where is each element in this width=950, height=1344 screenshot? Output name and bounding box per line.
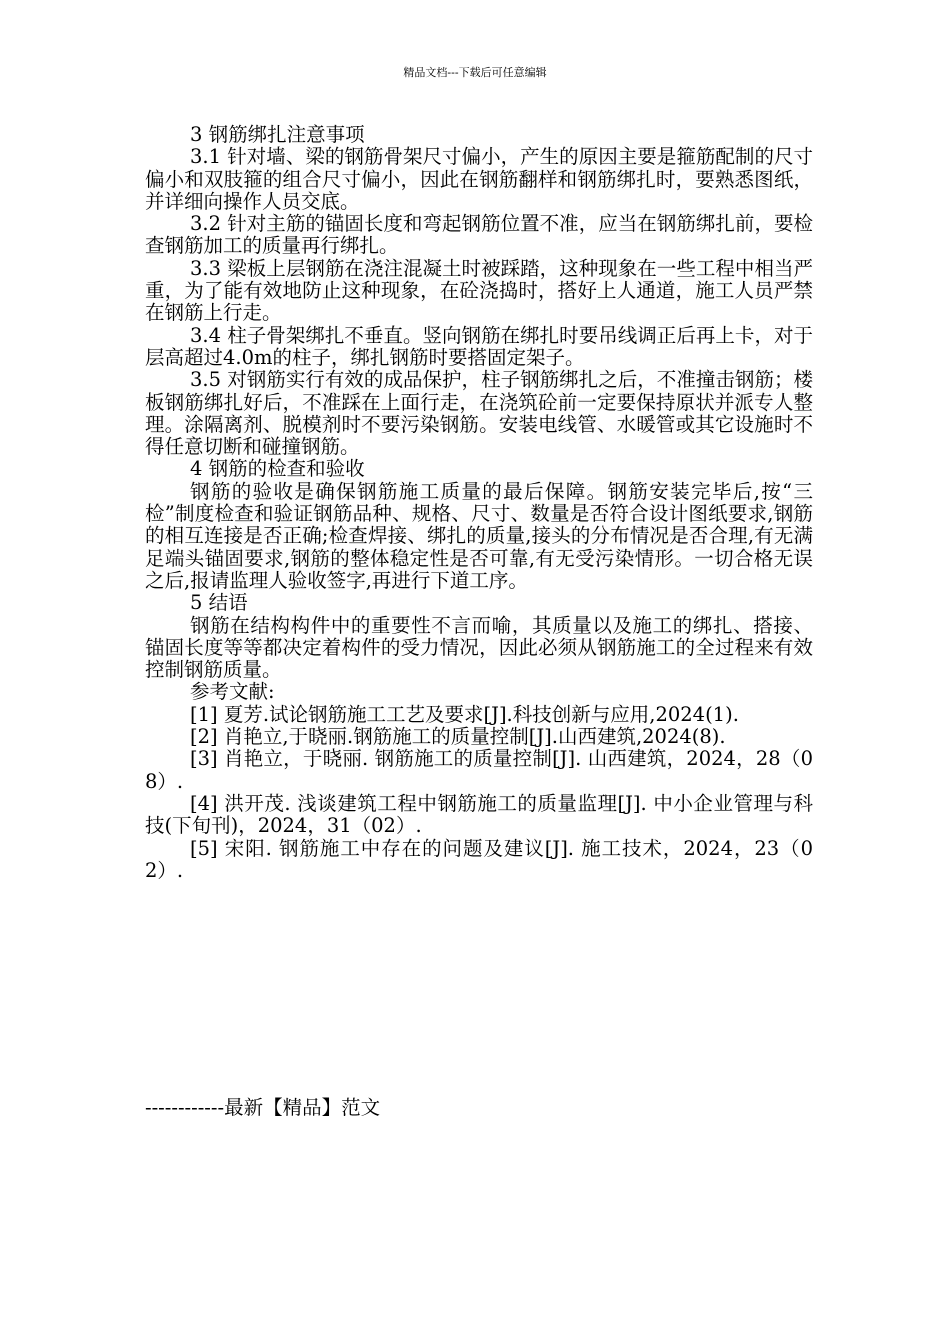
paragraph-3-4: 3.4 柱子骨架绑扎不垂直。竖向钢筋在绑扎时要吊线调正后再上卡，对于层高超过4.0m的柱子，绑扎钢筋时要搭固定架子。: [145, 323, 813, 369]
paragraph-3-5: 3.5 对钢筋实行有效的成品保护，柱子钢筋绑扎之后，不准撞击钢筋；楼板钢筋绑扎好后，不准踩在上面行走，在浇筑砼前一定要保持原状并派专人整理。涂隔离剂、脱模剂时不要污染钢筋。安装电线管、水暖管或其它设施时不得任意切断和碰撞钢筋。: [145, 368, 813, 459]
paragraph-4: 钢筋的验收是确保钢筋施工质量的最后保障。钢筋安装完毕后,按“三检”制度检查和验证钢筋品种、规格、尺寸、数量是否符合设计图纸要求,钢筋的相互连接是否正确;检查焊接、绑扎的质量,接头的分布情况是否合理,有无满足端头锚固要求,钢筋的整体稳定性是否可靠,有无受污染情形。一切合格无误之后,报请监理人验收签字,再进行下道工序。: [145, 479, 813, 592]
reference-item-4: [4] 洪开茂. 浅谈建筑工程中钢筋施工的质量监理[J]. 中小企业管理与科技(下旬刊)，2024，31（02）.: [145, 791, 813, 838]
reference-item-2: [2] 肖艳立,于晓丽.钢筋施工的质量控制[J].山西建筑,2024(8).: [190, 725, 726, 749]
paragraph-3-1: 3.1 针对墙、梁的钢筋骨架尺寸偏小，产生的原因主要是箍筋配制的尺寸偏小和双肢箍的组合尺寸偏小，因此在钢筋翻样和钢筋绑扎时，要熟悉图纸，并详细向操作人员交底。: [145, 145, 813, 213]
page-footer: ------------最新【精品】范文: [145, 1096, 381, 1119]
reference-item-1: [1] 夏芳.试论钢筋施工工艺及要求[J].科技创新与应用,2024(1).: [190, 702, 739, 726]
section-heading-4: 4 钢筋的检查和验收: [190, 457, 365, 481]
paragraph-3-3: 3.3 梁板上层钢筋在浇注混凝土时被踩踏，这种现象在一些工程中相当严重，为了能有效地防止这种现象，在砼浇捣时，搭好上人通道，施工人员严禁在钢筋上行走。: [145, 256, 813, 325]
paragraph-3-2: 3.2 针对主筋的锚固长度和弯起钢筋位置不准，应当在钢筋绑扎前，要检查钢筋加工的质量再行绑扎。: [145, 212, 813, 258]
document-body: [145, 124, 813, 882]
paragraph-5: 钢筋在结构构件中的重要性不言而喻，其质量以及施工的绑扎、搭接、锚固长度等等都决定着构件的受力情况，因此必须从钢筋施工的全过程来有效控制钢筋质量。: [145, 613, 813, 682]
reference-item-5: [5] 宋阳. 钢筋施工中存在的问题及建议[J]. 施工技术，2024，23（02）.: [145, 836, 813, 882]
page-header: 精品文档---下载后可任意编辑: [403, 66, 547, 79]
section-heading-5: 5 结语: [190, 591, 248, 615]
section-heading-3: 3 钢筋绑扎注意事项: [190, 123, 365, 146]
reference-item-3: [3] 肖艳立，于晓丽. 钢筋施工的质量控制[J]. 山西建筑，2024，28（08）.: [145, 747, 813, 793]
references-heading: 参考文献:: [190, 680, 275, 704]
